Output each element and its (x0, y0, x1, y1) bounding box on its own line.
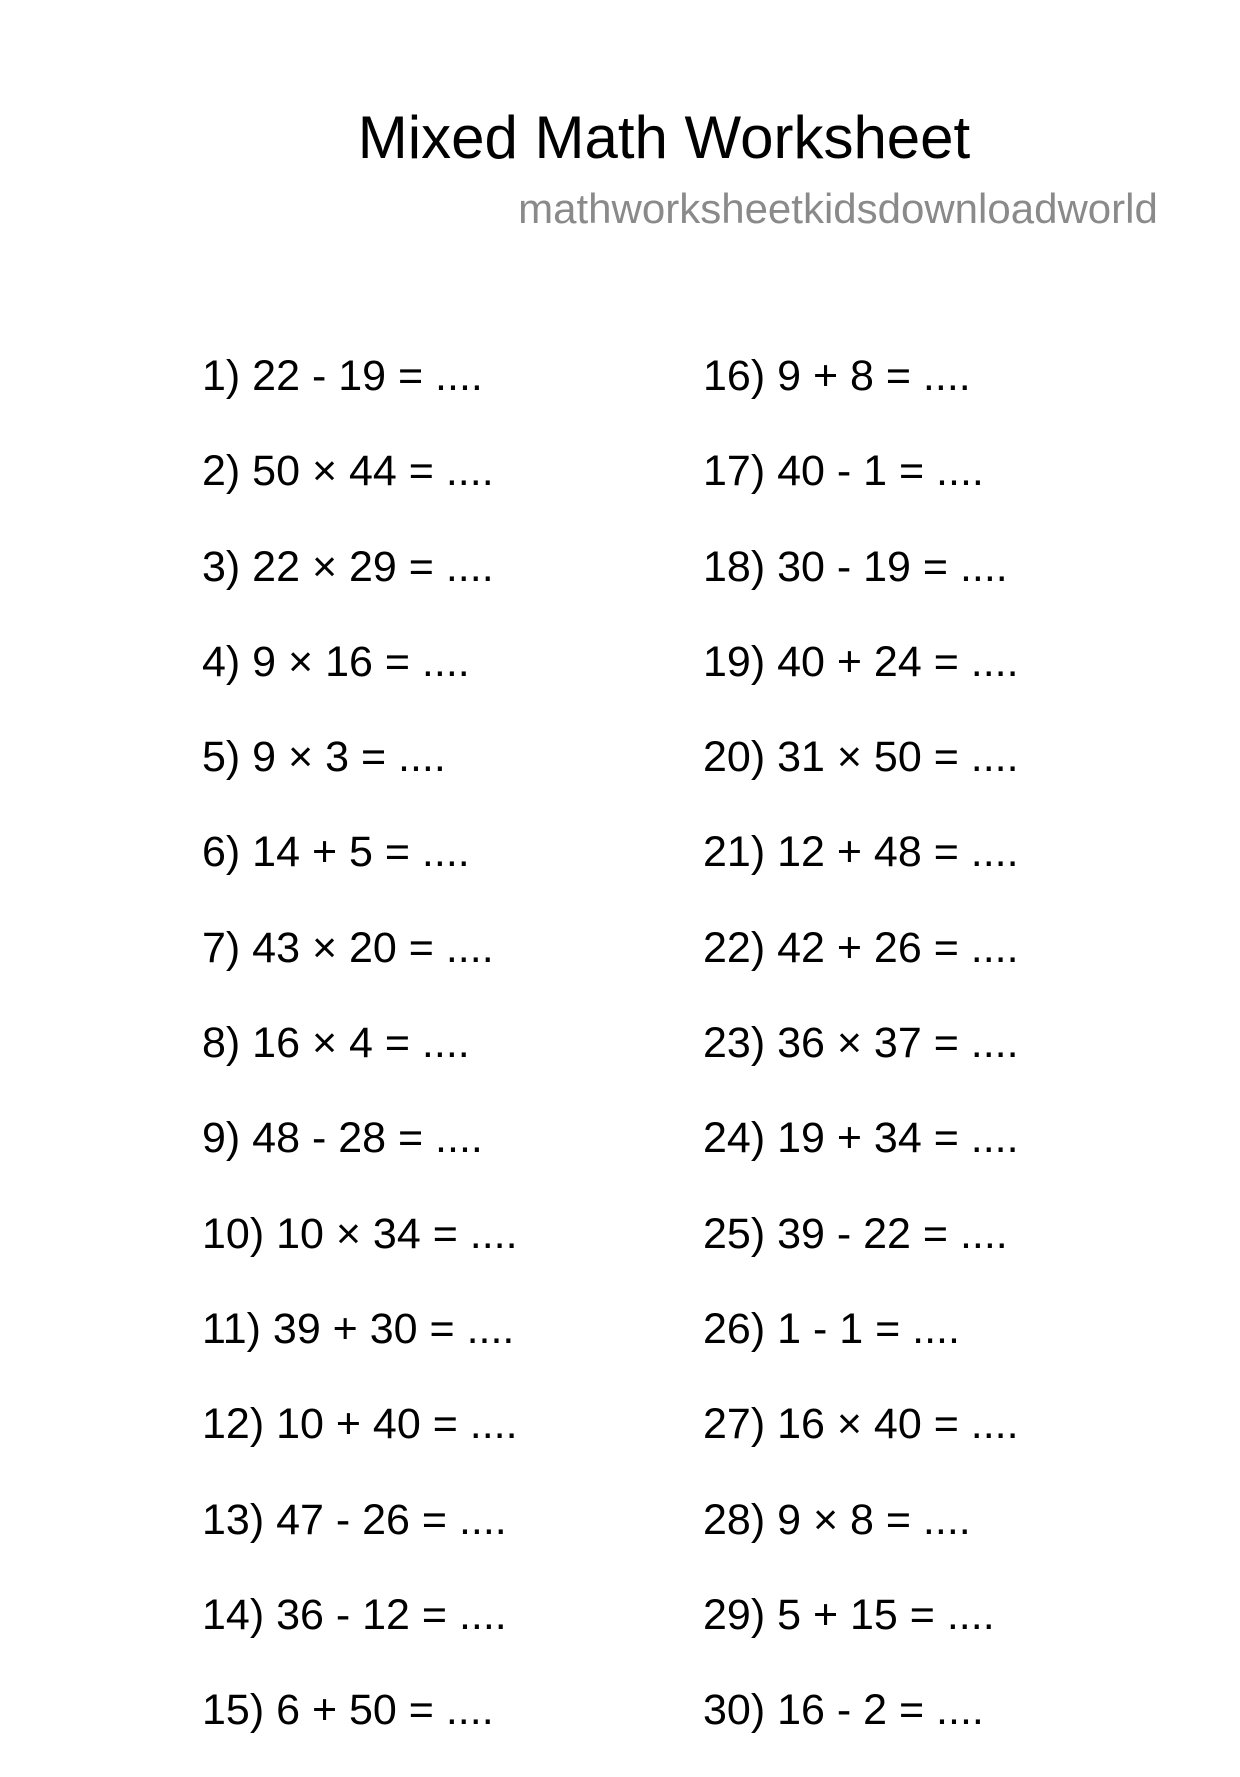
problem-item: 7) 43 × 20 = .... (202, 923, 494, 972)
problem-item: 2) 50 × 44 = .... (202, 447, 494, 496)
problem-item: 17) 40 - 1 = .... (703, 447, 984, 496)
problem-item: 8) 16 × 4 = .... (202, 1019, 470, 1068)
problem-item: 1) 22 - 19 = .... (202, 352, 483, 400)
problem-item: 25) 39 - 22 = .... (703, 1209, 1008, 1258)
problem-item: 29) 5 + 15 = .... (703, 1590, 995, 1639)
problem-item: 20) 31 × 50 = .... (703, 733, 1019, 782)
problem-item: 10) 10 × 34 = .... (202, 1209, 518, 1258)
problem-item: 4) 9 × 16 = .... (202, 637, 470, 686)
page-title: Mixed Math Worksheet (357, 104, 971, 171)
problem-item: 16) 9 + 8 = .... (703, 352, 971, 400)
problem-item: 6) 14 + 5 = .... (202, 828, 470, 877)
problem-item: 18) 30 - 19 = .... (703, 542, 1008, 591)
source-watermark: mathworksheetkidsdownloadworld (518, 185, 1158, 232)
problem-item: 24) 19 + 34 = .... (703, 1114, 1019, 1163)
problem-item: 12) 10 + 40 = .... (202, 1400, 518, 1449)
problem-item: 23) 36 × 37 = .... (703, 1019, 1019, 1068)
problem-item: 28) 9 × 8 = .... (703, 1495, 971, 1544)
problem-list-left (202, 348, 518, 1777)
problem-item: 15) 6 + 50 = .... (202, 1686, 494, 1735)
problem-item: 26) 1 - 1 = .... (703, 1304, 960, 1353)
problem-item: 11) 39 + 30 = .... (202, 1304, 515, 1353)
problem-item: 13) 47 - 26 = .... (202, 1495, 507, 1544)
problem-item: 21) 12 + 48 = .... (703, 828, 1019, 877)
problem-list-right (703, 348, 1019, 1777)
problem-item: 3) 22 × 29 = .... (202, 542, 494, 591)
problem-item: 22) 42 + 26 = .... (703, 923, 1019, 972)
problem-item: 9) 48 - 28 = .... (202, 1114, 483, 1163)
problem-item: 5) 9 × 3 = .... (202, 733, 446, 782)
problem-item: 30) 16 - 2 = .... (703, 1686, 984, 1735)
problem-item: 27) 16 × 40 = .... (703, 1400, 1019, 1449)
problem-item: 14) 36 - 12 = .... (202, 1590, 507, 1639)
problem-item: 19) 40 + 24 = .... (703, 637, 1019, 686)
